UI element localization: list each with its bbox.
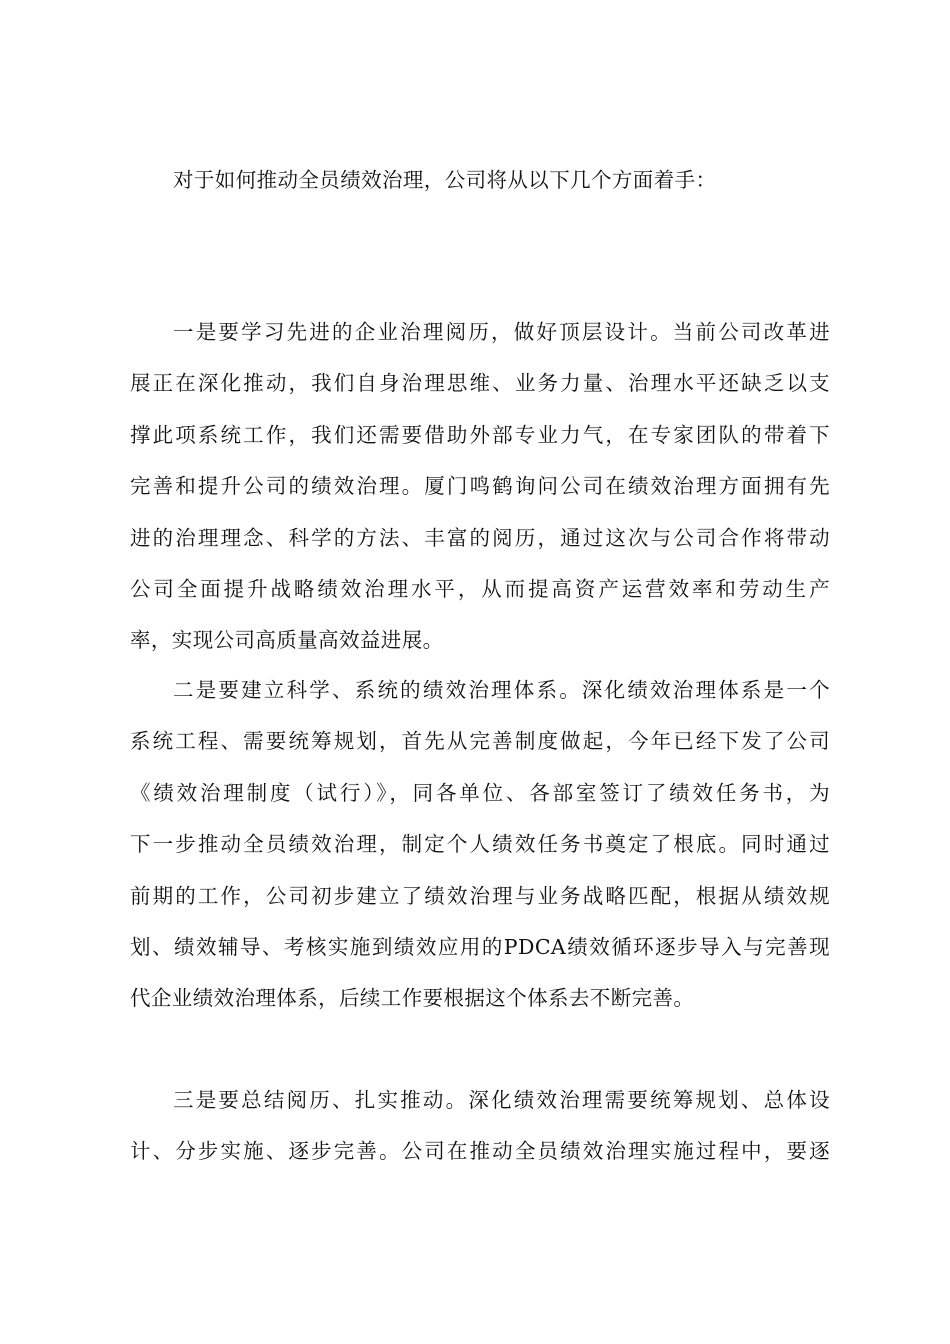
paragraph-one [130, 307, 830, 667]
paragraph-line: 对于如何推动全员绩效治理，公司将从以下几个方面着手： [173, 168, 717, 192]
paragraph-line: 公司全面提升战略绩效治理水平，从而提高资产运营效率和劳动生产 [130, 577, 830, 602]
paragraph-line: 展正在深化推动，我们自身治理思维、业务力量、治理水平还缺乏以支 [130, 371, 830, 396]
paragraph-intro [130, 155, 830, 206]
paragraph-line: 三是要总结阅历、扎实推动。深化绩效治理需要统筹规划、总体设 [173, 1088, 830, 1112]
paragraph-line: 划、绩效辅导、考核实施到绩效应用的PDCA绩效循环逐步导入与完善现 [130, 935, 830, 960]
paragraph-line: 系统工程、需要统筹规划，首先从完善制度做起，今年已经下发了公司 [130, 729, 830, 754]
paragraph-line: 进的治理理念、科学的方法、丰富的阅历，通过这次与公司合作将带动 [130, 525, 830, 550]
paragraph-line: 一是要学习先进的企业治理阅历，做好顶层设计。当前公司改革进 [173, 320, 830, 344]
paragraph-two [130, 665, 830, 1025]
paragraph-line: 《绩效治理制度（试行）》，同各单位、各部室签订了绩效任务书，为 [130, 780, 830, 805]
paragraph-line: 撑此项系统工作，我们还需要借助外部专业力气，在专家团队的带着下 [130, 422, 830, 447]
paragraph-line: 代企业绩效治理体系，后续工作要根据这个体系去不断完善。 [130, 986, 695, 1011]
paragraph-line: 前期的工作，公司初步建立了绩效治理与业务战略匹配，根据从绩效规 [130, 883, 830, 908]
paragraph-line: 二是要建立科学、系统的绩效治理体系。深化绩效治理体系是一个 [173, 678, 830, 702]
paragraph-line: 下一步推动全员绩效治理，制定个人绩效任务书奠定了根底。同时通过 [130, 832, 830, 857]
paragraph-line: 计、分步实施、逐步完善。公司在推动全员绩效治理实施过程中，要逐 [130, 1139, 830, 1164]
paragraph-line: 率，实现公司高质量高效益进展。 [130, 628, 444, 653]
paragraph-three [130, 1075, 830, 1178]
paragraph-line: 完善和提升公司的绩效治理。厦门鸣鹤询问公司在绩效治理方面拥有先 [130, 474, 830, 499]
